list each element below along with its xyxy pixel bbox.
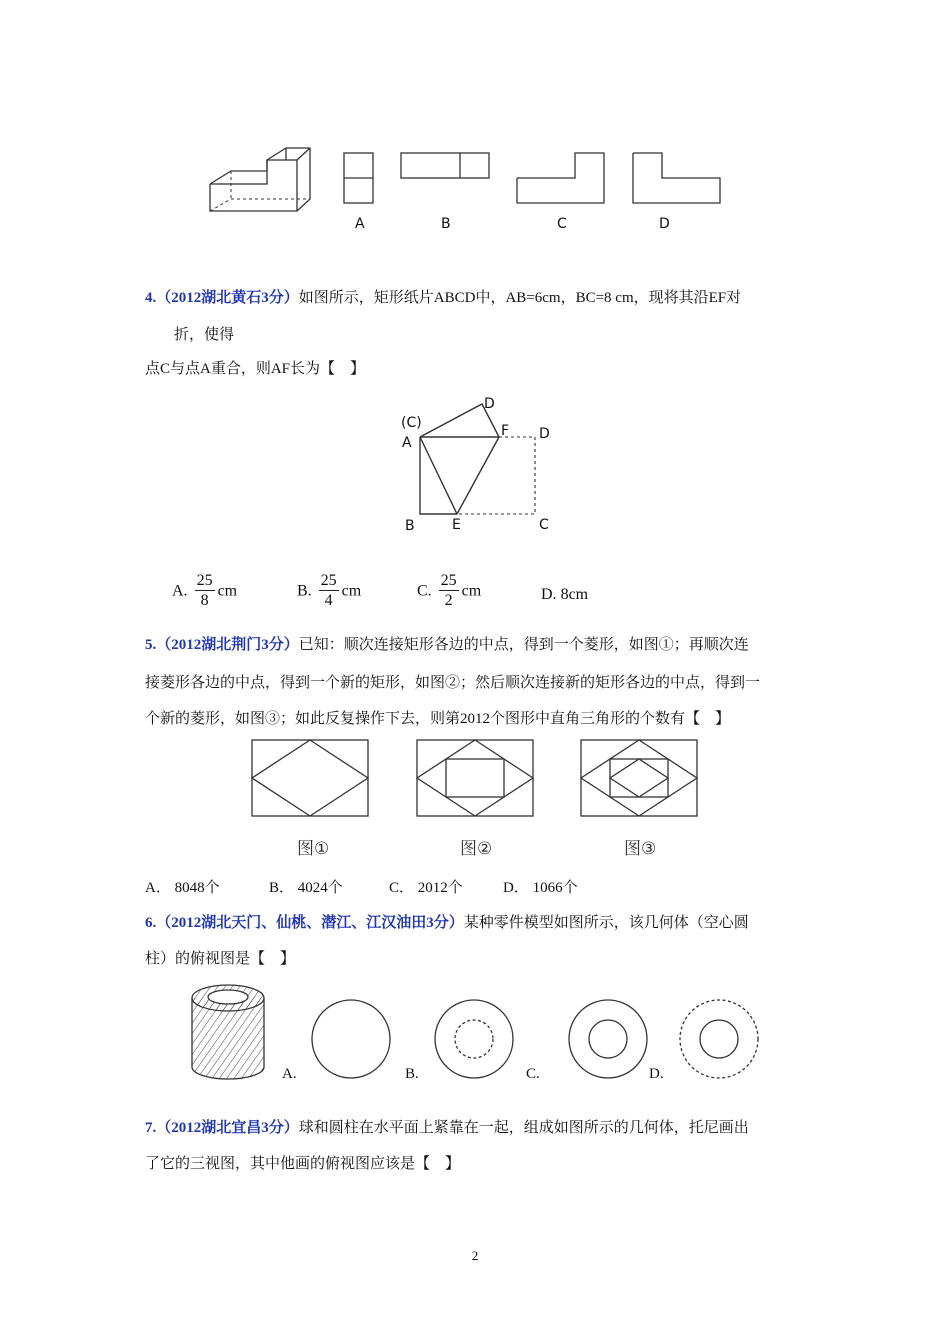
- q4-choice-a-letter: A.: [172, 582, 188, 600]
- q4-label-f: F: [501, 423, 510, 439]
- q4-source: 4.（2012湖北黄石3分）: [145, 290, 299, 306]
- q4-label-c: C: [539, 517, 549, 533]
- q7-question-line-1: [145, 1116, 749, 1137]
- q6-text-1: 某种零件模型如图所示，该几何体（空心圆: [463, 915, 749, 931]
- q4-label-d-right: D: [539, 426, 550, 442]
- q3-label-d: D: [659, 216, 670, 232]
- q6-source: 6.（2012湖北天门、仙桃、潜江、江汉油田3分）: [145, 915, 464, 931]
- q6-label-a: A.: [282, 1066, 297, 1082]
- q3-label-c: C: [557, 216, 567, 232]
- q4-text-3: 点C与点A重合，则AF长为【 】: [145, 361, 366, 377]
- q4-text-2: 折，使得: [174, 327, 235, 343]
- q4-text-1: 如图所示，矩形纸片ABCD中，AB=6cm，BC=8 cm，现将其沿EF对: [298, 290, 742, 306]
- q3-label-a: A: [355, 216, 365, 232]
- q4-label-d-top: D: [484, 396, 495, 412]
- q6-label-d: D.: [649, 1066, 664, 1082]
- q4-choice-b-letter: B.: [297, 582, 312, 600]
- q7-question-line-2: [145, 1152, 460, 1173]
- q4-choice-d-letter: D.: [541, 586, 557, 603]
- q4-label-a: A: [402, 435, 412, 451]
- q7-text-1: 球和圆柱在水平面上紧靠在一起，组成如图所示的几何体，托尼画出: [298, 1120, 749, 1136]
- q5-source: 5.（2012湖北荆门3分）: [145, 637, 299, 653]
- numerator: 25: [440, 572, 457, 589]
- q4-label-c-paren: (C): [401, 415, 422, 431]
- denominator: 8: [200, 592, 209, 609]
- q4-label-b: B: [405, 518, 415, 534]
- q7-source: 7.（2012湖北宜昌3分）: [145, 1120, 299, 1136]
- unit: cm: [217, 582, 238, 600]
- q5-text-1: 已知：顺次连接矩形各边的中点，得到一个菱形，如图①；再顺次连: [298, 637, 749, 653]
- q4-choice-d-text: 8cm: [560, 586, 589, 603]
- q5-choice-c: C． 2012个: [389, 880, 463, 896]
- q5-choice-d: D． 1066个: [503, 880, 578, 896]
- q4-choice-c-letter: C.: [417, 582, 432, 600]
- unit: cm: [341, 582, 362, 600]
- q6-label-c: C.: [526, 1066, 540, 1082]
- denominator: 2: [444, 592, 453, 609]
- q5-fig-label-3: 图③: [624, 839, 657, 859]
- unit: cm: [461, 582, 482, 600]
- q5-text-2: 接菱形各边的中点，得到一个新的矩形，如图②；然后顺次连接新的矩形各边的中点，得到一: [145, 675, 761, 691]
- q5-text-3: 个新的菱形，如图③；如此反复操作下去，则第2012个图形中直角三角形的个数有【 】: [145, 711, 731, 727]
- page-number: 2: [471, 1248, 479, 1263]
- q5-choice-a: A． 8048个: [145, 880, 220, 896]
- denominator: 4: [324, 592, 333, 609]
- q3-label-b: B: [441, 216, 451, 232]
- numerator: 25: [196, 572, 213, 589]
- q5-fig-label-2: 图②: [460, 839, 493, 859]
- q5-fig-label-1: 图①: [297, 839, 330, 859]
- q6-text-2: 柱）的俯视图是【 】: [145, 951, 296, 967]
- numerator: 25: [320, 572, 337, 589]
- q4-label-e: E: [452, 517, 461, 533]
- q6-label-b: B.: [405, 1066, 419, 1082]
- q7-text-2: 了它的三视图，其中他画的俯视图应该是【 】: [145, 1156, 461, 1172]
- q5-choice-b: B． 4024个: [269, 880, 343, 896]
